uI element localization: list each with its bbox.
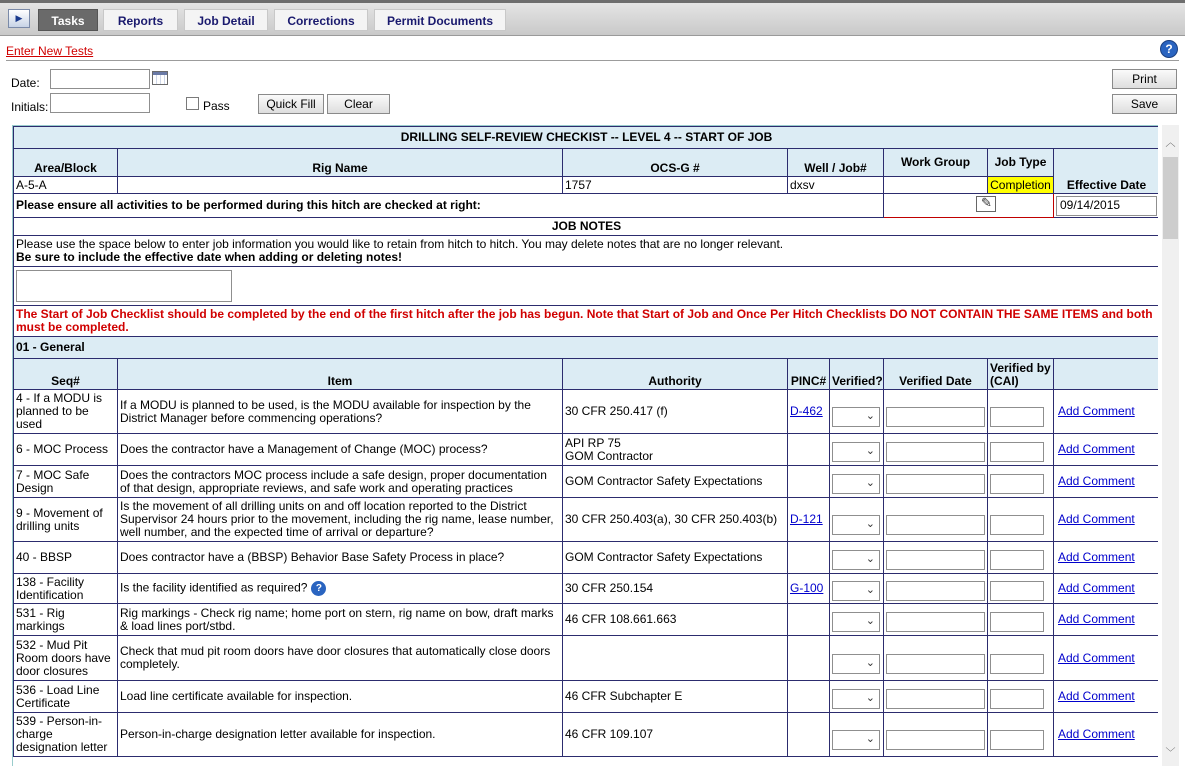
verified-by-header: Verified by (CAI) <box>988 359 1054 390</box>
verified-by-input[interactable] <box>990 581 1044 601</box>
item-text: Person-in-charge designation letter available for inspection. <box>120 727 436 741</box>
seq-header: Seq# <box>14 359 118 390</box>
verified-select[interactable] <box>832 581 880 601</box>
verified-by-input[interactable] <box>990 689 1044 709</box>
chevron-down-icon: ⌄ <box>865 553 875 565</box>
verified-cell <box>830 681 884 713</box>
verified-by-cell <box>988 604 1054 636</box>
verified-header: Verified? <box>830 359 884 390</box>
checklist-rows <box>14 390 1159 757</box>
add-comment-link[interactable]: Add Comment <box>1058 474 1135 488</box>
comment-cell <box>1054 713 1159 757</box>
job-notes-cell <box>14 267 1159 306</box>
verified-date-input[interactable] <box>886 442 985 462</box>
item-cell <box>118 390 563 434</box>
verified-by-input[interactable] <box>990 442 1044 462</box>
verified-date-cell <box>884 542 988 574</box>
authority-header: Authority <box>563 359 788 390</box>
verified-by-cell <box>988 542 1054 574</box>
job-type-value: Completion <box>988 177 1054 194</box>
verified-cell <box>830 574 884 604</box>
work-group-value <box>884 177 988 194</box>
job-notes-instructions <box>14 236 1159 267</box>
scroll-down-icon[interactable]: ﹀ <box>1165 748 1176 759</box>
tab-reports[interactable]: Reports <box>103 9 178 31</box>
pinc-cell <box>788 604 830 636</box>
item-cell <box>118 681 563 713</box>
verified-by-cell <box>988 574 1054 604</box>
comment-cell <box>1054 390 1159 434</box>
item-text: Check that mud pit room doors have door closures that automatically close doors completely. <box>120 644 551 671</box>
verified-select[interactable] <box>832 654 880 674</box>
effective-date-input[interactable]: 09/14/2015 <box>1056 196 1157 216</box>
verified-select[interactable] <box>832 689 880 709</box>
verified-cell <box>830 636 884 681</box>
verified-by-input[interactable] <box>990 612 1044 632</box>
authority-cell: API RP 75 GOM Contractor <box>563 434 788 466</box>
seq-cell: 4 - If a MODU is planned to be used <box>14 390 118 434</box>
add-comment-link[interactable]: Add Comment <box>1058 512 1135 526</box>
notes-bold-text: Be sure to include the effective date when adding or deleting notes! <box>16 250 403 264</box>
add-comment-link[interactable]: Add Comment <box>1058 612 1135 626</box>
chevron-down-icon: ⌄ <box>865 477 875 489</box>
pinc-link[interactable]: D-462 <box>790 404 823 418</box>
seq-cell: 7 - MOC Safe Design <box>14 466 118 498</box>
item-cell <box>118 713 563 757</box>
tab-permit-documents[interactable]: Permit Documents <box>374 9 506 31</box>
verified-cell <box>830 542 884 574</box>
table-row <box>14 542 1159 574</box>
verified-by-input[interactable] <box>990 515 1044 535</box>
item-text: Does the contractors MOC process include a safe design, proper documentation of that design, appropriate reviews, and safe work and operating practices <box>120 467 547 495</box>
verified-cell <box>830 604 884 636</box>
verified-by-cell <box>988 498 1054 542</box>
job-type-header: Job Type <box>988 149 1054 177</box>
verified-by-input[interactable] <box>990 474 1044 494</box>
item-cell <box>118 466 563 498</box>
authority-cell: 30 CFR 250.154 <box>563 574 788 604</box>
pinc-link[interactable]: G-100 <box>790 581 824 595</box>
authority-cell: 46 CFR Subchapter E <box>563 681 788 713</box>
verified-by-input[interactable] <box>990 550 1044 570</box>
verified-by-cell <box>988 713 1054 757</box>
checklist-table <box>13 126 1158 757</box>
item-text: If a MODU is planned to be used, is the MODU available for inspection by the District Manager before commencing operations? <box>120 397 531 425</box>
divider <box>6 60 1179 61</box>
verified-date-cell <box>884 574 988 604</box>
pinc-cell <box>788 466 830 498</box>
table-row <box>14 434 1159 466</box>
pinc-cell <box>788 390 830 434</box>
pinc-cell <box>788 681 830 713</box>
scrollbar-thumb[interactable] <box>1163 157 1178 239</box>
tab-corrections[interactable]: Corrections <box>274 9 368 31</box>
date-label: Date: <box>11 76 40 90</box>
seq-cell: 536 - Load Line Certificate <box>14 681 118 713</box>
item-text: Is the movement of all drilling units on and off location reported to the District Supervisor 24 hours prior to the movement, including the rig name, lease number, well number, and the expected time of arrival or departure? <box>120 499 554 539</box>
chevron-down-icon: ⌄ <box>865 692 875 704</box>
seq-cell: 9 - Movement of drilling units <box>14 498 118 542</box>
top-tab-bar <box>0 0 1185 36</box>
effective-date-cell <box>1054 194 1159 218</box>
vertical-scrollbar[interactable] <box>1162 125 1179 766</box>
verified-date-input[interactable] <box>886 474 985 494</box>
verified-date-cell <box>884 681 988 713</box>
verified-by-input[interactable] <box>990 654 1044 674</box>
verified-date-cell <box>884 636 988 681</box>
verified-select[interactable] <box>832 612 880 632</box>
area-block-header: Area/Block <box>14 149 118 177</box>
help-icon[interactable]: ? <box>1160 40 1178 58</box>
verified-date-cell <box>884 466 988 498</box>
add-comment-link[interactable]: Add Comment <box>1058 550 1135 564</box>
verified-select[interactable] <box>832 474 880 494</box>
rig-name-value <box>118 177 563 194</box>
date-input[interactable] <box>50 69 150 89</box>
verified-date-cell <box>884 604 988 636</box>
pass-label: Pass <box>203 99 230 113</box>
item-text: Load line certificate available for inspection. <box>120 689 353 703</box>
verified-select[interactable] <box>832 407 880 427</box>
pinc-cell <box>788 542 830 574</box>
checklist-panel <box>12 125 1158 766</box>
verified-cell <box>830 466 884 498</box>
tab-tasks[interactable]: Tasks <box>38 9 98 31</box>
tab-job-detail[interactable]: Job Detail <box>184 9 268 31</box>
add-comment-link[interactable]: Add Comment <box>1058 442 1135 456</box>
verified-select[interactable] <box>832 442 880 462</box>
seq-cell: 138 - Facility Identification <box>14 574 118 604</box>
save-button[interactable]: Save <box>1112 94 1177 114</box>
verified-date-input[interactable] <box>886 689 985 709</box>
item-cell <box>118 636 563 681</box>
comment-cell <box>1054 574 1159 604</box>
comment-cell <box>1054 636 1159 681</box>
verified-cell <box>830 390 884 434</box>
notes-instruction-text: Please use the space below to enter job information you would like to retain from hitch to hitch. You may delete notes that are no longer relevant. <box>16 237 784 251</box>
chevron-down-icon: ⌄ <box>865 584 875 596</box>
add-comment-link[interactable]: Add Comment <box>1058 404 1135 418</box>
verified-cell <box>830 498 884 542</box>
verified-select[interactable] <box>832 550 880 570</box>
item-text: Does the contractor have a Management of Change (MOC) process? <box>120 442 488 456</box>
comment-header <box>1054 359 1159 390</box>
print-button[interactable]: Print <box>1112 69 1177 89</box>
rig-name-header: Rig Name <box>118 149 563 177</box>
pinc-cell <box>788 434 830 466</box>
verified-date-cell <box>884 713 988 757</box>
verified-date-input[interactable] <box>886 581 985 601</box>
item-text: Does contractor have a (BBSP) Behavior Base Safety Process in place? <box>120 550 505 564</box>
verified-date-input[interactable] <box>886 407 985 427</box>
item-cell <box>118 434 563 466</box>
table-row <box>14 574 1159 604</box>
effective-date-header: Effective Date <box>1054 149 1159 194</box>
authority-cell: 30 CFR 250.417 (f) <box>563 390 788 434</box>
verified-cell <box>830 434 884 466</box>
pinc-cell <box>788 574 830 604</box>
table-row <box>14 390 1159 434</box>
verified-by-cell <box>988 681 1054 713</box>
chevron-down-icon: ⌄ <box>865 656 875 669</box>
pinc-cell <box>788 713 830 757</box>
item-cell <box>118 542 563 574</box>
authority-cell: GOM Contractor Safety Expectations <box>563 466 788 498</box>
verified-by-cell <box>988 466 1054 498</box>
checklist-title: DRILLING SELF-REVIEW CHECKIST -- LEVEL 4 -- START OF JOB <box>14 127 1159 149</box>
pinc-link[interactable]: D-121 <box>790 512 823 526</box>
verified-by-cell <box>988 636 1054 681</box>
verified-date-cell <box>884 434 988 466</box>
edit-icon[interactable] <box>976 196 996 212</box>
item-header: Item <box>118 359 563 390</box>
pass-checkbox[interactable] <box>186 97 199 110</box>
table-row <box>14 713 1159 757</box>
seq-cell: 531 - Rig markings <box>14 604 118 636</box>
job-notes-textarea[interactable] <box>16 270 232 302</box>
job-notes-header: JOB NOTES <box>14 218 1159 236</box>
table-row <box>14 636 1159 681</box>
well-job-header: Well / Job# <box>788 149 884 177</box>
initials-label: Initials: <box>11 100 49 114</box>
authority-cell: 30 CFR 250.403(a), 30 CFR 250.403(b) <box>563 498 788 542</box>
add-comment-link[interactable]: Add Comment <box>1058 581 1135 595</box>
pinc-header: PINC# <box>788 359 830 390</box>
add-comment-link[interactable]: Add Comment <box>1058 689 1135 703</box>
verified-date-input[interactable] <box>886 730 985 750</box>
chevron-down-icon: ⌄ <box>865 518 875 530</box>
start-of-job-warning: The Start of Job Checklist should be completed by the end of the first hitch after the job has begun. Note that Start of Job and Once Per Hitch Checklists DO NOT CONTAIN THE SAME ITEMS and both must be completed. <box>14 306 1159 337</box>
clear-button[interactable]: Clear <box>327 94 390 114</box>
authority-cell: 46 CFR 108.661.663 <box>563 604 788 636</box>
comment-cell <box>1054 681 1159 713</box>
item-cell <box>118 604 563 636</box>
item-text: Is the facility identified as required? <box>120 580 308 595</box>
comment-cell <box>1054 498 1159 542</box>
verified-date-header: Verified Date <box>884 359 988 390</box>
enter-new-tests-link[interactable]: Enter New Tests <box>6 44 94 58</box>
ensure-activities-text: Please ensure all activities to be performed during this hitch are checked at right: <box>14 194 884 218</box>
expand-panel-icon[interactable]: ▶ <box>8 9 30 28</box>
ocs-g-header: OCS-G # <box>563 149 788 177</box>
add-comment-link[interactable]: Add Comment <box>1058 727 1135 741</box>
seq-cell: 539 - Person-in-charge designation letter <box>14 713 118 757</box>
table-row <box>14 604 1159 636</box>
verified-select[interactable] <box>832 515 880 535</box>
work-group-header: Work Group <box>884 149 988 177</box>
verified-date-input[interactable] <box>886 612 985 632</box>
section-general: 01 - General <box>14 337 1159 359</box>
verified-date-input[interactable] <box>886 515 985 535</box>
verified-by-input[interactable] <box>990 730 1044 750</box>
area-block-value: A-5-A <box>14 177 118 194</box>
pinc-cell <box>788 636 830 681</box>
table-row <box>14 498 1159 542</box>
item-text: Rig markings - Check rig name; home port on stern, rig name on bow, draft marks & load lines port/stbd. <box>120 605 554 633</box>
table-row <box>14 466 1159 498</box>
chevron-down-icon: ⌄ <box>865 410 875 422</box>
verified-select[interactable] <box>832 730 880 750</box>
seq-cell: 40 - BBSP <box>14 542 118 574</box>
comment-cell <box>1054 434 1159 466</box>
initials-input[interactable] <box>50 93 150 113</box>
chevron-down-icon: ⌄ <box>865 733 875 745</box>
ocs-g-value: 1757 <box>563 177 788 194</box>
add-comment-link[interactable]: Add Comment <box>1058 650 1135 665</box>
verified-cell <box>830 713 884 757</box>
calendar-icon[interactable] <box>152 71 168 85</box>
seq-cell: 6 - MOC Process <box>14 434 118 466</box>
authority-cell <box>563 636 788 681</box>
item-cell <box>118 574 563 604</box>
verified-date-input[interactable] <box>886 654 985 674</box>
verified-by-input[interactable] <box>990 407 1044 427</box>
verified-by-cell <box>988 434 1054 466</box>
help-icon[interactable]: ? <box>311 581 326 596</box>
verified-date-cell <box>884 390 988 434</box>
activities-select-cell[interactable] <box>884 194 1054 218</box>
verified-date-cell <box>884 498 988 542</box>
authority-cell: GOM Contractor Safety Expectations <box>563 542 788 574</box>
well-job-value: dxsv <box>788 177 884 194</box>
authority-cell: 46 CFR 109.107 <box>563 713 788 757</box>
chevron-down-icon: ⌄ <box>865 615 875 627</box>
chevron-down-icon: ⌄ <box>865 445 875 457</box>
verified-by-cell <box>988 390 1054 434</box>
pinc-cell <box>788 498 830 542</box>
comment-cell <box>1054 466 1159 498</box>
comment-cell <box>1054 542 1159 574</box>
item-cell <box>118 498 563 542</box>
scroll-up-icon[interactable]: ︿ <box>1165 138 1176 149</box>
table-row <box>14 681 1159 713</box>
verified-date-input[interactable] <box>886 550 985 570</box>
seq-cell: 532 - Mud Pit Room doors have door closures <box>14 636 118 681</box>
comment-cell <box>1054 604 1159 636</box>
quick-fill-button[interactable]: Quick Fill <box>258 94 324 114</box>
